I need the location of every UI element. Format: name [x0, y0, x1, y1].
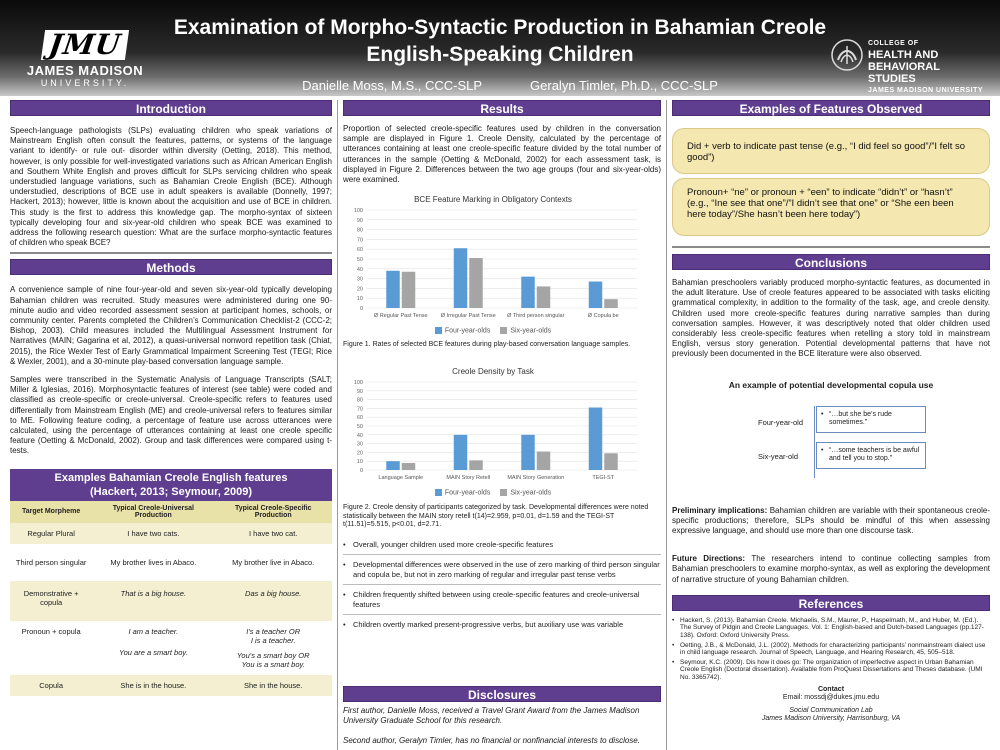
figure-1-title: BCE Feature Marking in Obligatory Contexts [414, 195, 572, 205]
preliminary-label: Preliminary implications: [672, 505, 768, 515]
table-cell: Third person singular [10, 544, 92, 581]
bar-six-year-olds [604, 453, 618, 470]
results-heading: Results [343, 100, 661, 116]
table-header: Typical Creole-Universal Production [92, 501, 214, 523]
future-label: Future Directions: [672, 554, 746, 564]
contact-block [672, 686, 990, 724]
table-row [10, 581, 332, 621]
bar-six-year-olds [402, 272, 416, 308]
future-text: The researchers intend to continue collecting samples from Bahamian preschoolers to examine morpho-syntax, as well as exploring the development of narrative structure of young Bahamian children. [672, 554, 991, 584]
bar-four-year-olds [521, 435, 535, 470]
legend-item [435, 327, 491, 334]
column-divider-2 [666, 100, 667, 750]
column-right [672, 100, 990, 724]
copula-diagram [672, 380, 990, 490]
college-emblem-icon [830, 38, 864, 72]
bar-six-year-olds [537, 452, 551, 470]
poster-title [160, 14, 840, 68]
table-cell: That is a big house. [92, 581, 214, 621]
table-cell-line: You are a smart boy. [119, 647, 188, 657]
college-logo-small: COLLEGE OF [868, 40, 919, 47]
section-rule [10, 252, 332, 254]
results-bullets [343, 540, 661, 635]
y-tick-label: 80 [356, 227, 363, 234]
bar-six-year-olds [537, 287, 551, 309]
example-box-2: Pronoun+ “ne” or pronoun + “een” to indicate “didn’t” or “hasn’t” (e.g., “Ine see that one”/”I didn’t see that one” or “She een been here today”/She hasn’t been here today”) [672, 178, 990, 236]
x-tick-label: MAIN Story Generation [507, 475, 565, 482]
legend-label: Six-year-olds [510, 489, 552, 497]
introduction-text: Speech-language pathologists (SLPs) evaluating children who speak variations of Mainstream English often consult the features, patterns, or systems of the language variant to identify- or rule out- disorder within diversity (Oetting, 2018). This method, however, is only possible for well-investigated variations such as African American English and Southern White English and proves difficult for SLPs servicing children who speak understudied language variations, such as Bahamian Creole English (BCE). Although understudied, descriptions of BCE use in adult speakers is available (Donnelly, 1997; Hackert, 2013); however, little is known about the acquisition and use of BCE in children. This study is the first to address this knowledge gap. The morpho-syntax of sixteen typically developing four and six-year-old children who speak BCE was examined to address the following research question: What are the surface morpho-syntactic features of children who speak BCE? [10, 126, 332, 248]
table-cell: Demonstrative + copula [10, 581, 92, 621]
y-tick-label: 30 [356, 276, 363, 283]
x-tick-label: Ø Regular Past Tense [373, 313, 428, 320]
copula-title: An example of potential developmental copula use [728, 379, 934, 390]
column-divider-1 [337, 100, 338, 750]
bar-four-year-olds [386, 271, 400, 308]
bar-six-year-olds [469, 258, 483, 308]
figure-1-chart [343, 204, 643, 322]
table-cell: I have two cats. [92, 523, 214, 544]
y-tick-label: 100 [353, 380, 363, 387]
column-left [10, 100, 332, 696]
table-cell: Pronoun + copula [10, 621, 92, 675]
preliminary-implications [672, 506, 990, 537]
references-list [672, 617, 990, 682]
jmu-logo [16, 30, 154, 92]
contact-label: Contact [817, 685, 845, 693]
column-middle [343, 100, 661, 745]
references-heading: References [672, 595, 990, 611]
example-box-1: Did + verb to indicate past tense (e.g., “I did feel so good”/”I felt so good”) [672, 128, 990, 174]
features-table-heading [10, 469, 332, 501]
bar-six-year-olds [402, 463, 416, 470]
table-cell: Regular Plural [10, 523, 92, 544]
legend-label: Six-year-olds [510, 327, 552, 335]
table-cell: My brother live in Abaco. [214, 544, 332, 581]
six-year-old-quote: • “…some teachers is be awful and tell you to stop.” [816, 442, 926, 469]
table-row [10, 544, 332, 581]
legend-label: Four-year-olds [444, 327, 491, 335]
y-tick-label: 0 [359, 306, 363, 313]
six-year-old-label: Six-year-old [758, 451, 799, 461]
disclosures-text-1: First author, Danielle Moss, received a Travel Grant Award from the James Madison University Graduate School for this research. [343, 706, 640, 726]
poster-header [0, 0, 1000, 96]
bar-four-year-olds [589, 408, 603, 470]
list-item: • Children frequently shifted between using creole-specific features and creole-universal features [343, 590, 661, 615]
bar-six-year-olds [469, 460, 483, 470]
bar-four-year-olds [521, 277, 535, 308]
y-tick-label: 20 [356, 450, 363, 457]
table-cell: My brother lives in Abaco. [92, 544, 214, 581]
legend-label: Four-year-olds [444, 489, 491, 497]
table-header: Target Morpheme [10, 501, 92, 523]
figure-1 [343, 195, 643, 334]
methods-heading: Methods [10, 259, 332, 275]
bracket-line [814, 406, 815, 478]
figure-2-legend [343, 489, 643, 496]
table-cell-line: I is a teacher. [250, 635, 296, 645]
figure-1-legend [343, 327, 643, 334]
bar-four-year-olds [454, 435, 468, 470]
poster-title-line2: English-Speaking Children [366, 43, 634, 66]
jmu-logo-university: UNIVERSITY. [40, 78, 130, 88]
features-table [10, 501, 332, 696]
table-header: Typical Creole-Specific Production [214, 501, 332, 523]
reference-item: • Oetting, J.B., & McDonald, J.L. (2002). Methods for characterizing participants’ nonmainstream dialect use in child language research. Journal of Speech, Language, and Hearing Research, 45, 505–518. [672, 642, 990, 657]
x-tick-label: Language Sample [378, 475, 424, 482]
table-cell-line: I am a teacher. [128, 626, 179, 636]
author-2: Geralyn Timler, Ph.D., CCC-SLP [530, 78, 718, 93]
figure-2-chart [343, 376, 643, 484]
list-item: • Overall, younger children used more creole-specific features [343, 540, 661, 556]
x-tick-label: Ø Irregular Past Tense [440, 313, 496, 320]
bar-six-year-olds [604, 299, 618, 308]
table-cell-line: You is a smart boy. [241, 659, 305, 669]
table-cell: She in the house. [214, 675, 332, 696]
table-cell [92, 621, 214, 675]
disclosures-heading: Disclosures [343, 686, 661, 702]
y-tick-label: 40 [356, 432, 363, 439]
figure-2-caption: Figure 2. Creole density of participants categorized by task. Developmental differences were noted statistically between the MAIN story retell t(14)=2.959, p=0.01, d=1.59 and the TEGI-ST t(11.51)=5.515, p<0.01, d=2.71. [343, 504, 649, 529]
results-intro: Proportion of selected creole-specific features used by children in the conversation sample are displayed in Figure 1. Creole Density, calculated by the percentage of utterances containing at least one creole-specific feature divided by the total number of utterances in the sample (Oetting & McDonald, 2002) for each assessment task, is displayed in Figure 2. Differences between the two age groups (four and six-year-olds) were examined. [343, 124, 661, 185]
y-tick-label: 60 [356, 415, 363, 422]
disclosures-text-2: Second author, Geralyn Timler, has no financial or nonfinancial interests to disclose. [343, 736, 640, 745]
figure-2-title: Creole Density by Task [452, 367, 534, 377]
bar-four-year-olds [386, 461, 400, 470]
college-logo [830, 36, 990, 94]
list-item: • Children overtly marked present-progressive verbs, but auxiliary use was variable [343, 620, 661, 635]
y-tick-label: 30 [356, 441, 363, 448]
y-tick-label: 40 [356, 267, 363, 274]
bar-four-year-olds [454, 248, 468, 308]
table-cell: Das a big house. [214, 581, 332, 621]
figure-1-caption: Figure 1. Rates of selected BCE features during play-based conversation language samples. [343, 340, 631, 348]
section-rule [672, 246, 990, 248]
y-tick-label: 50 [356, 257, 363, 264]
legend-item [435, 489, 491, 496]
y-tick-label: 90 [356, 218, 363, 225]
table-cell-line: I's a teacher OR [246, 626, 301, 636]
x-tick-label: MAIN Story Retell [446, 475, 491, 482]
methods-paragraph-1: A convenience sample of nine four-year-old and seven six-year-old typically developing Bahamian children was recruited. Study measures were administered during one 90-minute audio and video recorded assessment session at participant homes, schools, or community center. Parents completed the Children’s Communication Checklist-2 (CCC-2; Bishop, 2003). Child measures included the Multilingual Assessment Instrument for Narratives (MAIN; Gagarina et al, 2012), a quasi-universal nonword repetition task (Chiat, 2015), the Rice Wexler Test of Early Grammatical Impairment Screening Test (TEGI; Rice & Wexler, 2001), and a 30-minute play-based conversation language sample. [10, 285, 332, 366]
table-cell: I have two cat. [214, 523, 332, 544]
contact-university: James Madison University, Harrisonburg, VA [761, 715, 901, 723]
y-tick-label: 10 [356, 459, 363, 466]
legend-item [500, 489, 551, 496]
author-1: Danielle Moss, M.S., CCC-SLP [302, 78, 483, 93]
poster-title-line1: Examination of Morpho-Syntactic Production in Bahamian Creole [173, 16, 827, 39]
four-year-old-label: Four-year-old [758, 417, 804, 427]
college-logo-line2: BEHAVIORAL STUDIES [868, 61, 940, 85]
y-tick-label: 10 [356, 296, 363, 303]
reference-item: • Seymour, K.C. (2009). Dis how it does go: The organization of imperfective aspect in Urban Bahamian Creole English (Doctoral dissertation). Available from ProQuest Dissertations and Theses database. (UMI No. 3365742). [672, 659, 990, 682]
methods-paragraph-2: Samples were transcribed in the Systematic Analysis of Language Transcripts (SALT; Miller & Iglesias, 2016). Morphosyntactic features of interest (see table) were coded and classified as creole-specific or creole-universal. Creole-specific refers to features used differentially from Mainstream English (ME) and creole-universal refers to features similar to ME. Following feature coding, a percentage of feature use across utterances were calculated, using the percentage of utterances containing at least one creole specific feature (Oetting & McDonald, 2002). Group and task differences were compared using t-tests. [10, 375, 332, 456]
conclusions-text: Bahamian preschoolers variably produced morpho-syntactic features, as documented in the adult literature. Use of creole features appeared to be associated with tasks eliciting grammatical complexity, in addition to the formality of the task, age, and creole density. Children used more creole-specific features during narrative samples than during conversation samples. However, it was descriptively noted that older children used considerably less creole-specific features when retelling a story told in mainstream English, versus story generation. Potential developmental patterns that have not previously been documented in the BCE literature were also observed. [672, 278, 990, 359]
features-table-heading-line1: Examples Bahamian Creole English features [54, 471, 288, 484]
y-tick-label: 60 [356, 247, 363, 254]
table-cell: She is in the house. [92, 675, 214, 696]
list-item: • Developmental differences were observed in the use of zero marking of third person singular and copula be, but not in zero marking of regular and irregular past tense verbs [343, 560, 661, 585]
contact-lab: Social Communication Lab [789, 706, 873, 714]
table-row [10, 621, 332, 675]
future-directions [672, 554, 990, 585]
features-table-heading-line2: (Hackert, 2013; Seymour, 2009) [89, 485, 253, 498]
table-cell: Copula [10, 675, 92, 696]
figure-2 [343, 367, 643, 496]
table-row [10, 675, 332, 696]
bar-four-year-olds [589, 282, 603, 308]
x-tick-label: Ø Copula be [587, 313, 619, 320]
preliminary-text: Bahamian children are variable with their spontaneous creole-specific productions; therefore, SLPs should be mindful of this when assessing expressive language, and should use more than one discourse task. [672, 505, 991, 536]
y-tick-label: 100 [353, 208, 363, 215]
college-logo-line1: HEALTH AND [868, 49, 939, 61]
contact-email[interactable]: Email: mossdj@dukes.jmu.edu [782, 694, 880, 702]
y-tick-label: 70 [356, 237, 363, 244]
examples-heading: Examples of Features Observed [672, 100, 990, 116]
y-tick-label: 80 [356, 397, 363, 404]
x-tick-label: Ø Third person singular [507, 313, 565, 320]
y-tick-label: 20 [356, 286, 363, 293]
four-year-old-quote: • “…but she be’s rude sometimes.” [816, 406, 926, 433]
introduction-heading: Introduction [10, 100, 332, 116]
college-logo-sub: JAMES MADISON UNIVERSITY [868, 87, 984, 94]
conclusions-heading: Conclusions [672, 254, 990, 270]
y-tick-label: 50 [356, 424, 363, 431]
x-tick-label: TEGI-ST [592, 475, 615, 482]
table-row [10, 523, 332, 544]
y-tick-label: 70 [356, 406, 363, 413]
jmu-logo-mark: JMU [41, 30, 129, 60]
y-tick-label: 0 [359, 468, 363, 475]
y-tick-label: 90 [356, 388, 363, 395]
reference-item: • Hackert, S. (2013). Bahamian Creole. Michaelis, S.M., Maurer, P., Haspelmath, M., and Huber, M. (Ed.). The Survey of Pidgin and Creole Languages. Vol. 1: English-based and Dutch-based Languages (pp.127-138). Oxford: Oxford University Press. [672, 617, 990, 640]
table-cell-line: You's a smart boy OR [236, 650, 310, 660]
jmu-logo-name: JAMES MADISON [26, 63, 144, 78]
table-cell [214, 621, 332, 675]
legend-item [500, 327, 551, 334]
poster-authors [230, 78, 790, 93]
